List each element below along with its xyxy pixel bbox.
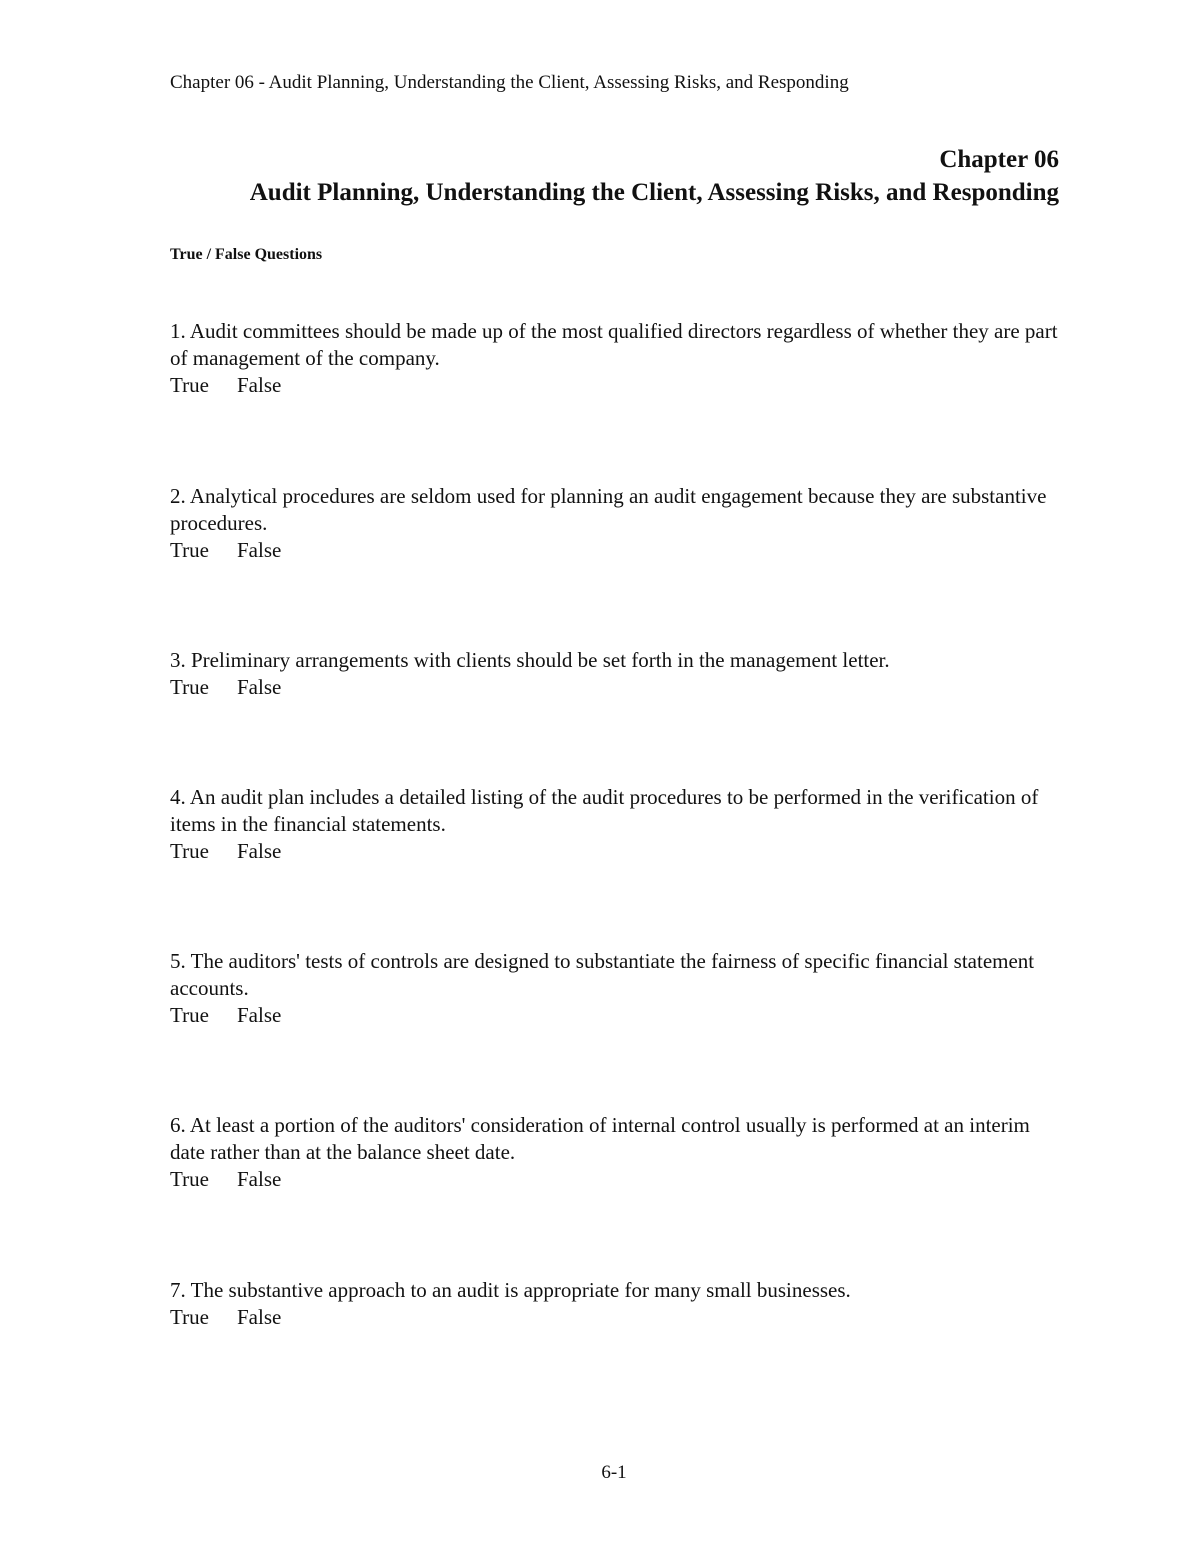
question-text: 7. The substantive approach to an audit is appropriate for many small businesses.: [170, 1278, 851, 1302]
page-number: 6-1: [601, 1462, 627, 1483]
answer-false[interactable]: False: [237, 675, 282, 699]
answer-true[interactable]: True: [170, 1305, 209, 1329]
question-item: [170, 1112, 1060, 1193]
question-item: [170, 318, 1060, 399]
answer-options: [170, 372, 1060, 399]
answer-options: [170, 1002, 1060, 1029]
answer-true[interactable]: True: [170, 839, 209, 863]
chapter-number: Chapter 06: [939, 146, 1059, 173]
chapter-title-block: [170, 143, 1059, 209]
question-text: 5. The auditors' tests of controls are designed to substantiate the fairness of specific financial statement accounts.: [170, 949, 1035, 1000]
answer-true[interactable]: True: [170, 373, 209, 397]
answer-true[interactable]: True: [170, 675, 209, 699]
chapter-subtitle: Audit Planning, Understanding the Client, Assessing Risks, and Responding: [249, 179, 1059, 206]
question-text: 3. Preliminary arrangements with clients should be set forth in the management letter.: [170, 648, 890, 672]
question-item: [170, 948, 1060, 1029]
answer-false[interactable]: False: [237, 1167, 282, 1191]
answer-options: [170, 838, 1060, 865]
answer-true[interactable]: True: [170, 1167, 209, 1191]
question-item: [170, 784, 1060, 865]
question-text: 4. An audit plan includes a detailed listing of the audit procedures to be performed in the verification of items in the financial statements.: [170, 785, 1039, 836]
question-text: 2. Analytical procedures are seldom used for planning an audit engagement because they are substantive procedures.: [170, 484, 1047, 535]
answer-true[interactable]: True: [170, 1003, 209, 1027]
answer-true[interactable]: True: [170, 538, 209, 562]
answer-false[interactable]: False: [237, 538, 282, 562]
answer-options: [170, 674, 1060, 701]
question-item: [170, 1277, 1060, 1331]
answer-false[interactable]: False: [237, 373, 282, 397]
answer-false[interactable]: False: [237, 1003, 282, 1027]
question-item: [170, 647, 1060, 701]
answer-options: [170, 537, 1060, 564]
answer-options: [170, 1166, 1060, 1193]
running-header: Chapter 06 - Audit Planning, Understanding the Client, Assessing Risks, and Responding: [170, 72, 849, 93]
answer-false[interactable]: False: [237, 1305, 282, 1329]
question-item: [170, 483, 1060, 564]
section-heading: True / False Questions: [170, 246, 323, 263]
question-text: 1. Audit committees should be made up of the most qualified directors regardless of whether they are part of management of the company.: [170, 319, 1058, 370]
answer-false[interactable]: False: [237, 839, 282, 863]
answer-options: [170, 1304, 1060, 1331]
question-text: 6. At least a portion of the auditors' consideration of internal control usually is performed at an interim date rather than at the balance sheet date.: [170, 1113, 1030, 1164]
